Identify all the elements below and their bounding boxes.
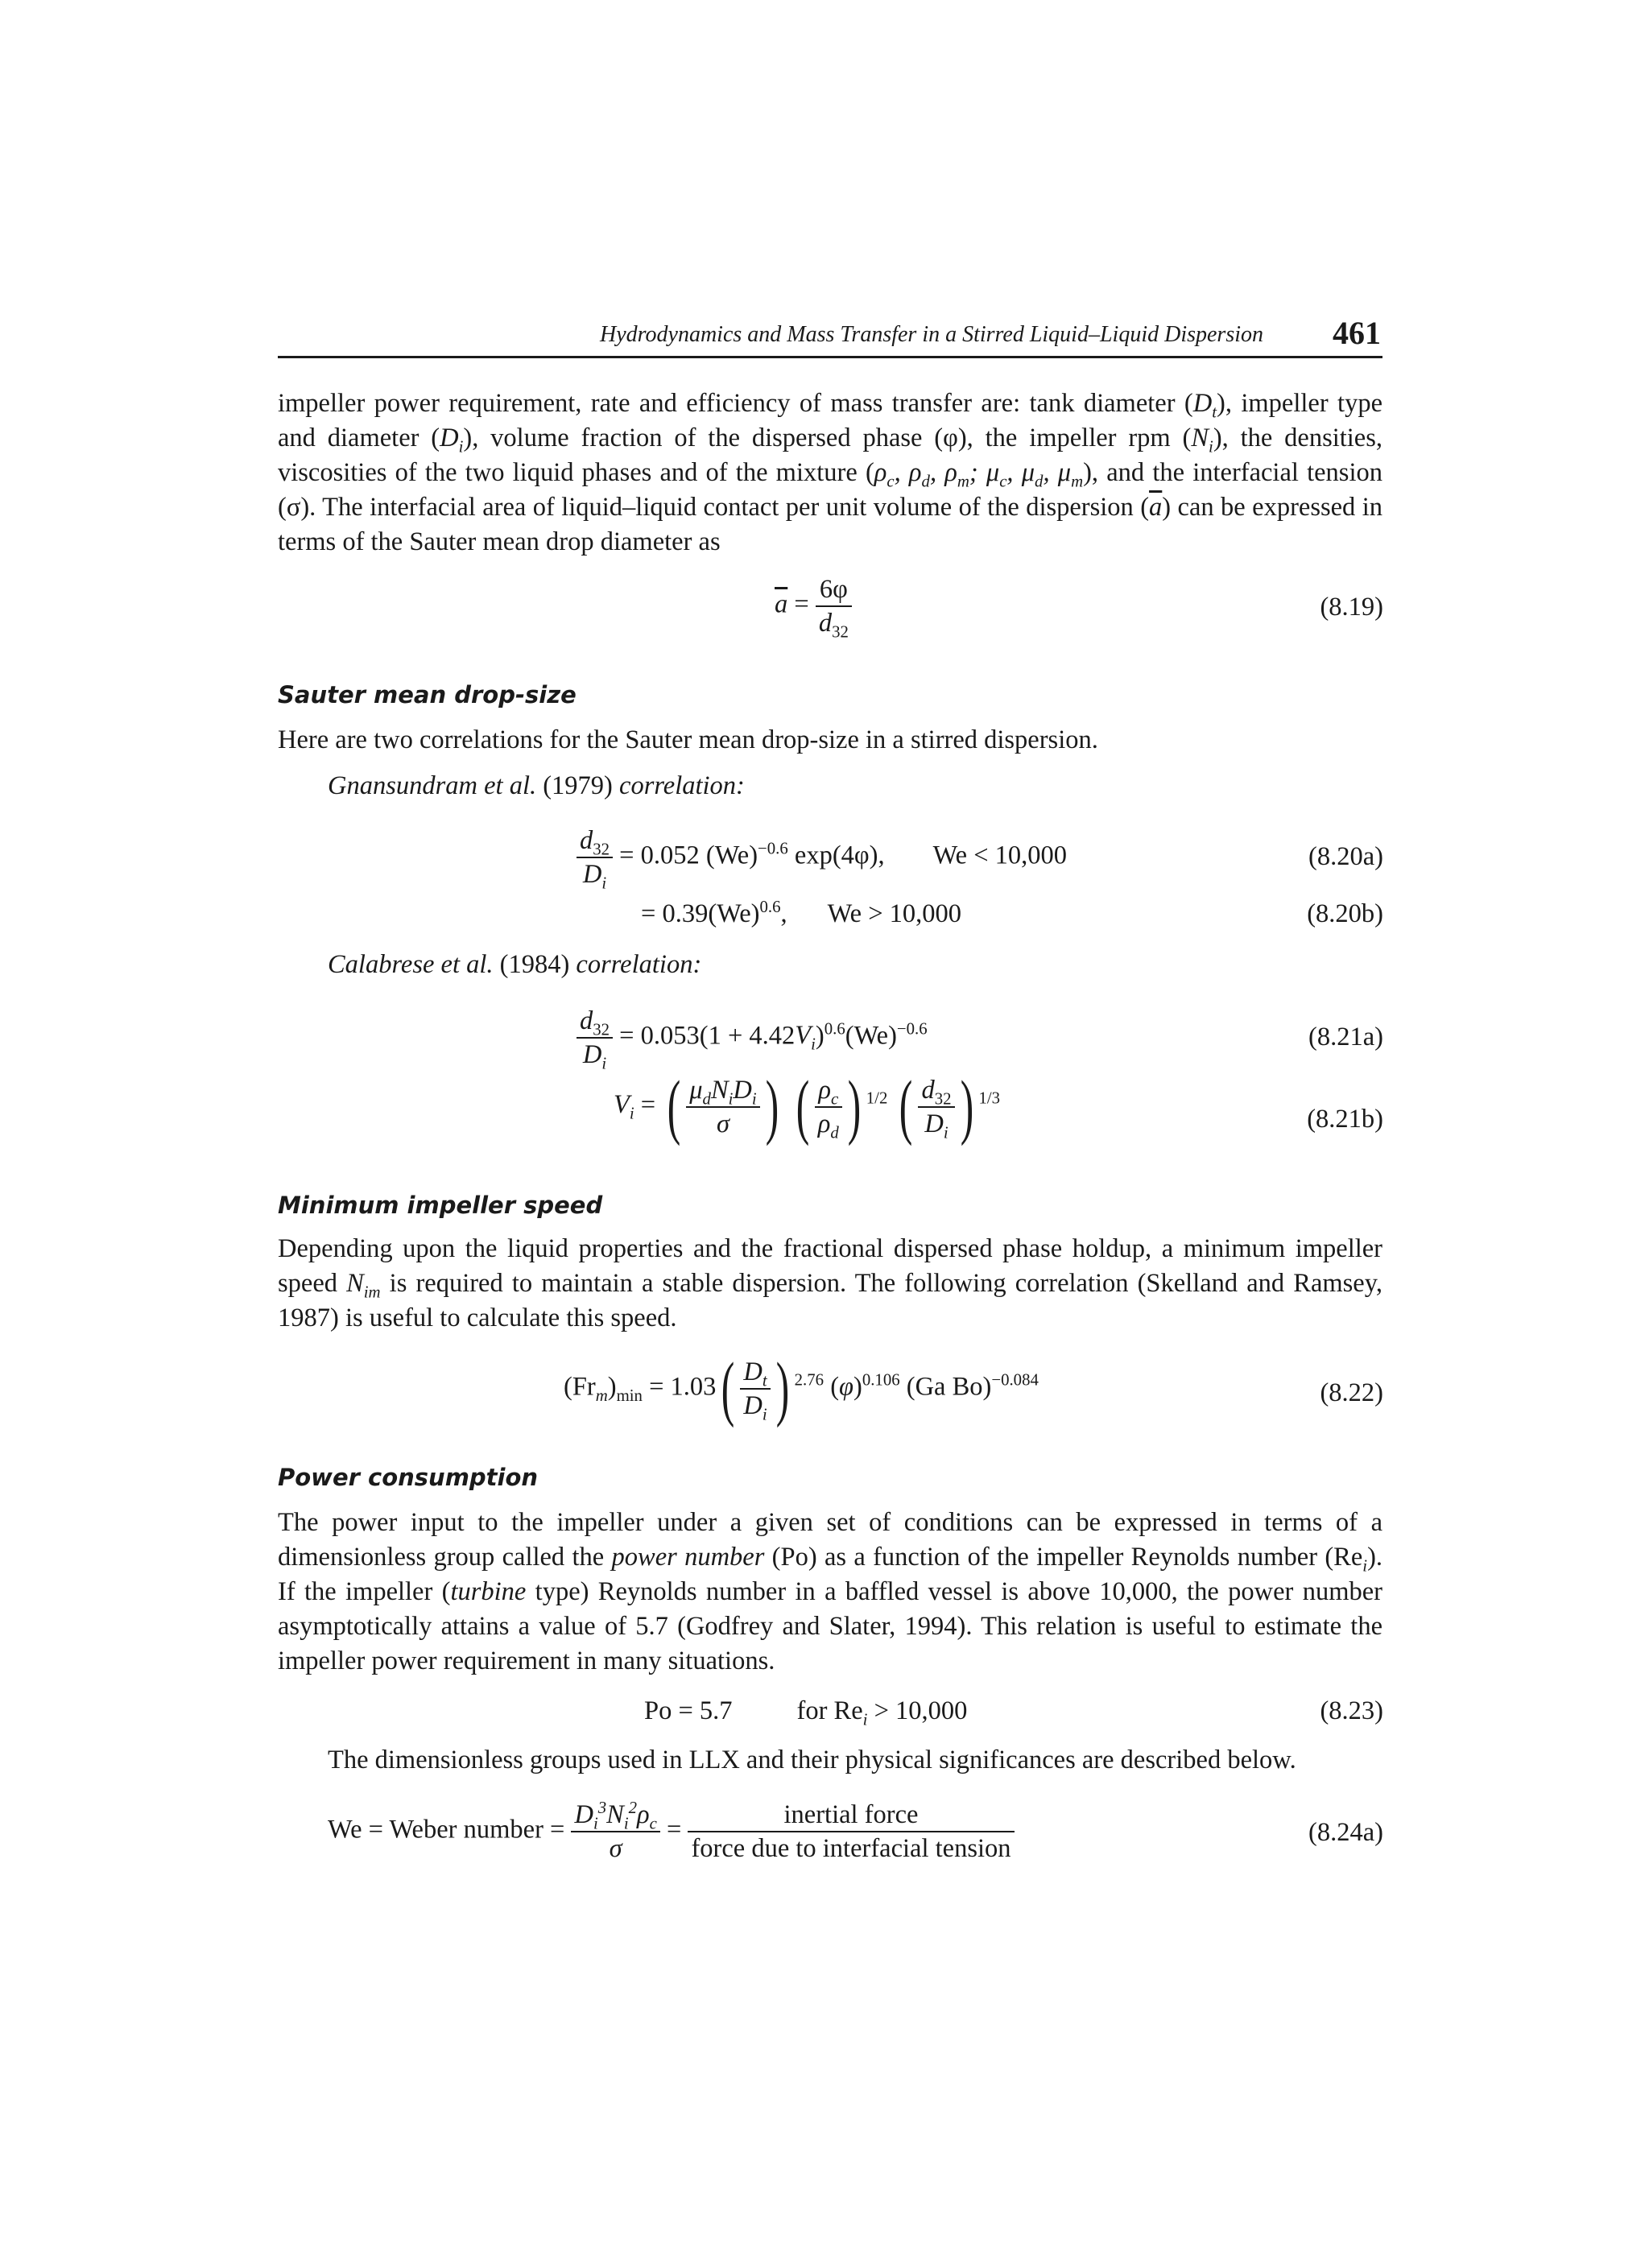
equation-8-19: $\overline{a}$ = $\frac{6\varphi}{d_{32}}$ (775, 573, 852, 639)
correlation-gnansundram: Gnansundram et al. (1979) correlation: (328, 771, 745, 800)
equation-number: (8.24a) (1308, 1818, 1383, 1847)
equation-8-23: Po = 5.7 for $Re_i > 10,000$ (644, 1696, 968, 1729)
equation-number: (8.20a) (1308, 842, 1383, 871)
equation-number: (8.22) (1320, 1378, 1383, 1407)
equation-8-21a: $\frac{d_{32}}{D_i}$ = $0.053(1 + 4.42V_i)^{0.6}(We)^{-0.6}$ (577, 1005, 928, 1071)
equation-8-24a: We = Weber number = $\frac{D_i^3N_i^2\rho_c}{\sigma}$ = $\frac{\text{inertial force}}{\text{force due to interfacial tension}}$ (328, 1799, 1015, 1865)
heading-sauter: Sauter mean drop-size (278, 681, 577, 708)
heading-power: Power consumption (278, 1464, 539, 1491)
equation-number: (8.21a) (1308, 1022, 1383, 1051)
equation-8-22: $(Fr_m)_{min} = 1.03$( $\frac{D_t}{D_i}$ ) $^{2.76}$ $(\varphi)^{0.106}$ (Ga Bo)$^{-0.084}$ (564, 1349, 1039, 1428)
equation-8-20a: $\frac{d_{32}}{D_i}$ = 0.052 $(We)^{-0.6}$ exp(4φ), We < 10,000 (577, 824, 1067, 890)
intro-paragraph: impeller power requirement, rate and efficiency of mass transfer are: tank diameter $(D_t)$, impeller type and diameter $(D_i)$, volume fraction of the dispersed phase (φ), the impeller rpm $(N_i)$, the densities, viscosities of the two liquid phases and of the mixture ($\rho_c$, $\rho_d$, $\rho_m$; $\mu_c$, $\mu_d$, $\mu_m$), and the interfacial tension (σ). The interfacial area of liquid–liquid contact per unit volume of the dispersion $(\overline{a})$ can be expressed in terms of the Sauter mean drop diameter as (278, 389, 1383, 556)
running-title: Hydrodynamics and Mass Transfer in a Stirred Liquid–Liquid Dispersion (600, 322, 1263, 347)
correlation-calabrese: Calabrese et al. (1984) correlation: (328, 950, 702, 979)
min-speed-paragraph: Depending upon the liquid properties and the fractional dispersed phase holdup, a minimum impeller speed $N_{im}$ is required to maintain a stable dispersion. The following correlation (Skelland and Ramsey, 1987) is useful to calculate this speed. (278, 1234, 1382, 1332)
equation-number: (8.21b) (1307, 1105, 1383, 1134)
equation-8-20b: = $0.39(We)^{0.6}$, We > 10,000 (641, 898, 962, 928)
equation-number: (8.20b) (1307, 899, 1383, 928)
sauter-text: Here are two correlations for the Sauter mean drop-size in a stirred dispersion. (278, 725, 1098, 754)
equation-number: (8.19) (1320, 593, 1383, 622)
groups-text: The dimensionless groups used in LLX and their physical significances are described below. (328, 1745, 1296, 1774)
page-number: 461 (1333, 315, 1381, 351)
power-paragraph: The power input to the impeller under a given set of conditions can be expressed in terms of a dimensionless group called the power number (Po) as a function of the impeller Reynolds number $(Re_i)$. If the impeller (turbine type) Reynolds number in a baffled vessel is above 10,000, the power number asymptotically attains a value of 5.7 (Godfrey and Slater, 1994). This relation is useful to estimate the impeller power requirement in many situations. (278, 1508, 1383, 1675)
heading-min-speed: Minimum impeller speed (278, 1192, 603, 1219)
equation-number: (8.23) (1320, 1696, 1383, 1725)
equation-8-21b: $V_i$ = ( $\frac{\mu_dN_iD_i}{\sigma}$ ) ( $\frac{\rho_c}{\rho_d}$ ) $^{1/2}$ ( $\frac{d_{32}}{D_i}$ ) $^{1/3}$ (614, 1067, 1001, 1146)
running-header (278, 317, 1382, 358)
